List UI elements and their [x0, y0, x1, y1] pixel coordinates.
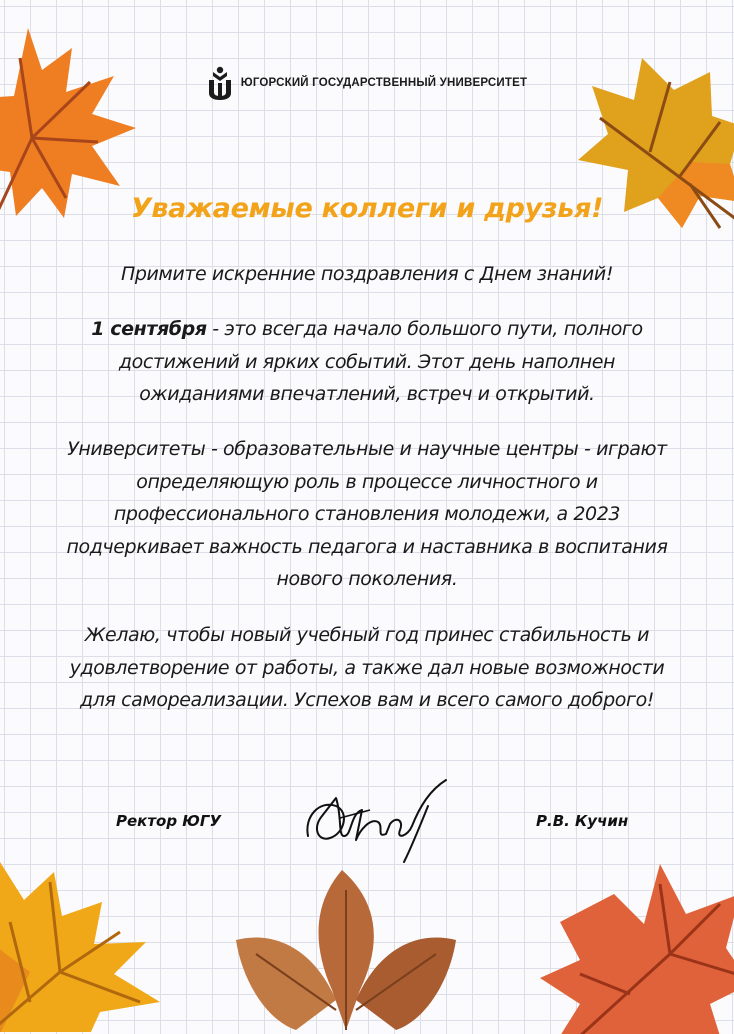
paragraph-line: достижений и ярких событий. Этот день наполнен	[118, 350, 616, 373]
paragraph-first-september	[40, 313, 694, 411]
leaf-bottom-center-icon	[236, 870, 456, 1030]
university-name: ЮГОРСКИЙ ГОСУДАРСТВЕННЫЙ УНИВЕРСИТЕТ	[240, 77, 528, 89]
date-highlight: 1 сентября	[91, 318, 207, 340]
paragraph-line: Желаю, чтобы новый учебный год принес стабильность и	[84, 624, 650, 646]
paragraph-line: для самореализации. Успехов вам и всего самого доброго!	[79, 689, 655, 711]
greeting-heading: Уважаемые коллеги и друзья!	[130, 193, 604, 224]
paragraph-line: определяющую роль в процессе личностного и	[136, 470, 598, 493]
maple-leaf-bottom-right-icon	[540, 864, 734, 1034]
university-header	[0, 66, 734, 100]
paragraph-line	[40, 313, 694, 346]
university-logo-icon	[207, 66, 233, 100]
paragraph-text: - это всегда начало большого пути, полного	[206, 318, 643, 340]
paragraph-universities	[40, 433, 694, 596]
congratulation-text: Примите искренние поздравления с Днем знаний!	[120, 263, 614, 285]
congratulation-line	[40, 258, 694, 291]
paragraph-line: подчеркивает важность педагога и наставника в воспитания	[66, 535, 668, 558]
handwritten-signature	[300, 776, 450, 866]
signer-name: Р.В. Кучин	[536, 812, 629, 830]
paragraph-line: профессионального становления молодежи, а 2023	[113, 503, 621, 525]
paragraph-wishes	[40, 619, 694, 717]
paragraph-line: удовлетворение от работы, а также дал новые возможности	[69, 656, 665, 679]
maple-leaf-bottom-left-icon	[0, 862, 170, 1032]
signer-title: Ректор ЮГУ	[116, 812, 222, 830]
paragraph-line: Университеты - образовательные и научные центры - играют	[67, 438, 667, 460]
paragraph-line: нового поколения.	[276, 568, 458, 590]
paragraph-line: ожиданиями впечатлений, встреч и открытий.	[139, 383, 595, 405]
